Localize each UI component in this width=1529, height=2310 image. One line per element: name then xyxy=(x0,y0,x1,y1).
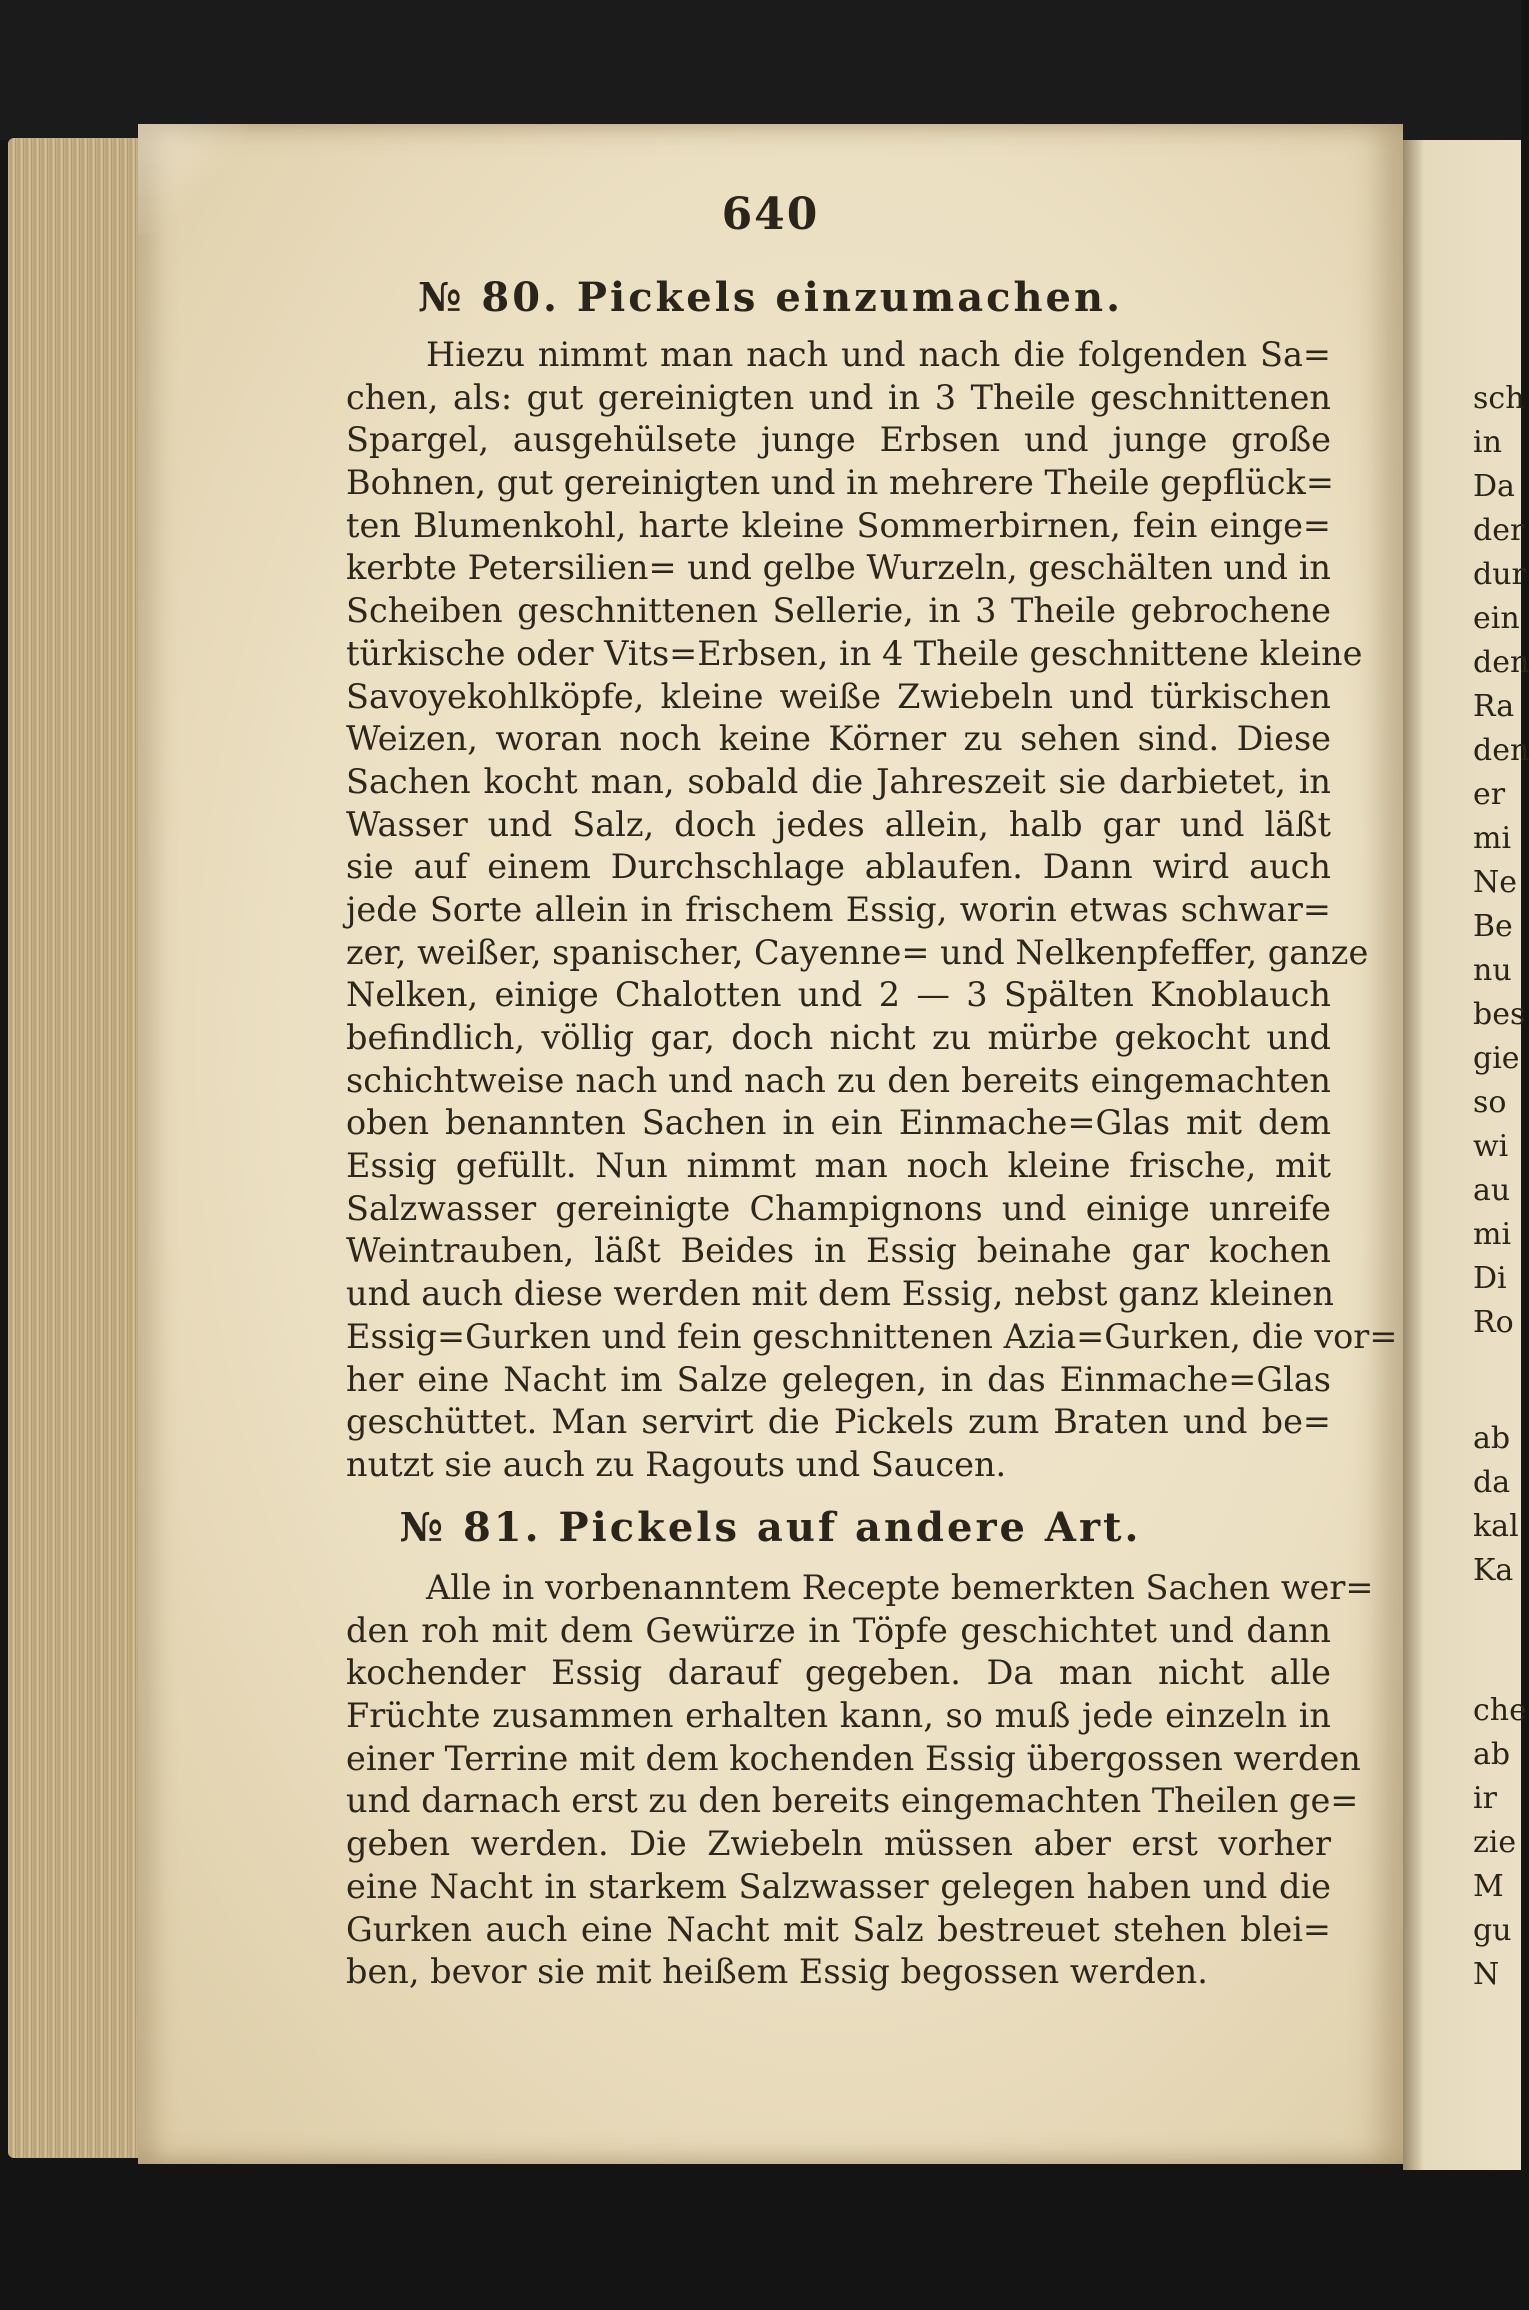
text-line: und auch diese werden mit dem Essig, nebst ganz kleinen xyxy=(346,1274,1334,1314)
text-line: Nelken, einige Chalotten und 2 — 3 Spälten Knoblauch xyxy=(346,975,1331,1015)
text-line: türkische oder Vits=Erbsen, in 4 Theile geschnittene kleine xyxy=(346,633,1363,673)
recipe-title: Pickels einzumachen. xyxy=(576,274,1124,321)
facing-fragment: che xyxy=(1473,1693,1527,1728)
text-line: chen, als: gut gereinigten und in 3 Theile geschnittenen xyxy=(346,377,1331,417)
facing-fragment: Ne xyxy=(1473,865,1518,900)
text-line: ten Blumenkohl, harte kleine Sommerbirnen, fein einge= xyxy=(346,505,1331,545)
text-line: sie auf einem Durchschlage ablaufen. Dann wird auch xyxy=(346,847,1331,887)
facing-fragment: den xyxy=(1473,645,1529,680)
text-line: Bohnen, gut gereinigten und in mehrere Theile gepflück= xyxy=(346,463,1334,503)
dark-backdrop xyxy=(0,0,1521,140)
recipe-heading xyxy=(138,274,1403,321)
text-line: kerbte Petersilien= und gelbe Wurzeln, geschälten und in xyxy=(346,548,1331,588)
book-page xyxy=(138,124,1403,2164)
facing-fragment: er xyxy=(1473,777,1506,812)
text-line: Sachen kocht man, sobald die Jahreszeit sie darbietet, in xyxy=(346,761,1331,801)
text-line: den roh mit dem Gewürze in Töpfe geschichtet und dann xyxy=(346,1610,1331,1650)
text-line: geben werden. Die Zwiebeln müssen aber erst vorher xyxy=(346,1824,1331,1864)
text-line: Gurken auch eine Nacht mit Salz bestreuet stehen blei= xyxy=(346,1909,1331,1949)
facing-fragment: da xyxy=(1473,1465,1511,1500)
facing-fragment: Be xyxy=(1473,909,1513,944)
text-line: ben, bevor sie mit heißem Essig begossen werden. xyxy=(346,1952,1208,1992)
facing-fragment: Ka xyxy=(1473,1553,1514,1588)
facing-fragment: Ra xyxy=(1473,689,1515,724)
text-line: zer, weißer, spanischer, Cayenne= und Nelkenpfeffer, ganze xyxy=(346,932,1369,972)
text-line: nutzt sie auch zu Ragouts und Saucen. xyxy=(346,1444,1007,1484)
text-line: einer Terrine mit dem kochenden Essig übergossen werden xyxy=(346,1738,1361,1778)
facing-fragment: gu xyxy=(1473,1913,1512,1948)
text-line: befindlich, völlig gar, doch nicht zu mürbe gekocht und xyxy=(346,1018,1331,1057)
text-line: oben benannten Sachen in ein Einmache=Glas mit dem xyxy=(346,1103,1331,1143)
facing-fragment: kal xyxy=(1473,1509,1519,1544)
text-line: Essig gefüllt. Nun nimmt man noch kleine frische, mit xyxy=(346,1146,1331,1186)
text-line: kochender Essig darauf gegeben. Da man nicht alle xyxy=(346,1653,1331,1693)
facing-page-edge xyxy=(1403,140,1529,2170)
facing-fragment: N xyxy=(1473,1957,1500,1992)
text-line: und darnach erst zu den bereits eingemachten Theilen ge= xyxy=(346,1781,1359,1821)
recipe-number: № 81. xyxy=(399,1504,542,1551)
text-line: Spargel, ausgehülsete junge Erbsen und junge große xyxy=(346,420,1331,460)
facing-fragment: ab xyxy=(1473,1421,1511,1456)
text-line: eine Nacht in starkem Salzwasser gelegen haben und die xyxy=(346,1866,1331,1906)
facing-fragment: den xyxy=(1473,733,1529,768)
recipe-body xyxy=(346,334,1398,1487)
book-page-block xyxy=(8,124,1408,2164)
text-line: jede Sorte allein in frischem Essig, worin etwas schwar= xyxy=(346,889,1331,929)
facing-fragment: au xyxy=(1473,1173,1511,1208)
text-line: Hiezu nimmt man nach und nach die folgenden Sa= xyxy=(426,335,1331,374)
text-line: Salzwasser gereinigte Champignons und einige unreife xyxy=(346,1188,1331,1228)
facing-fragment: wi xyxy=(1473,1129,1509,1164)
page-edges xyxy=(8,138,138,2158)
text-line: Savoyekohlköpfe, kleine weiße Zwiebeln und türkischen xyxy=(346,676,1331,716)
page-number: 640 xyxy=(721,189,820,240)
text-line: geschüttet. Man servirt die Pickels zum Braten und be= xyxy=(346,1402,1331,1442)
facing-fragment: bes xyxy=(1473,997,1526,1032)
recipe-title: Pickels auf andere Art. xyxy=(558,1504,1142,1551)
facing-fragment: Di xyxy=(1473,1261,1507,1296)
facing-fragment: ir xyxy=(1473,1781,1497,1816)
facing-fragment: dur xyxy=(1473,557,1526,592)
text-line: Früchte zusammen erhalten kann, so muß jede einzeln in xyxy=(346,1696,1331,1736)
page-corner-fold xyxy=(138,124,248,234)
facing-fragment: nu xyxy=(1473,953,1512,988)
text-line: her eine Nacht im Salze gelegen, in das Einmache=Glas xyxy=(346,1359,1331,1399)
facing-fragment: gie xyxy=(1473,1041,1520,1076)
recipe-number: № 80. xyxy=(417,274,560,321)
facing-fragment: ein xyxy=(1473,601,1520,636)
facing-fragment: sch xyxy=(1473,381,1525,416)
text-line: Weintrauben, läßt Beides in Essig beinahe gar kochen xyxy=(346,1231,1331,1271)
text-line: Scheiben geschnittenen Sellerie, in 3 Theile gebrochene xyxy=(346,591,1331,631)
text-line: schichtweise nach und nach zu den bereits eingemachten xyxy=(346,1060,1331,1100)
recipe-heading xyxy=(138,1504,1403,1551)
text-line: Alle in vorbenanntem Recepte bemerkten Sachen wer= xyxy=(426,1568,1374,1607)
facing-fragment: M xyxy=(1473,1869,1504,1904)
facing-fragment: Ro xyxy=(1473,1305,1514,1340)
facing-fragment: Da xyxy=(1473,469,1515,504)
recipe-body xyxy=(346,1567,1374,1994)
facing-fragment: der xyxy=(1473,513,1525,548)
facing-fragment: zie xyxy=(1473,1825,1517,1860)
text-line: Wasser und Salz, doch jedes allein, halb gar und läßt xyxy=(346,804,1331,844)
text-line: Essig=Gurken und fein geschnittenen Azia=Gurken, die vor= xyxy=(346,1316,1398,1356)
text-line: Weizen, woran noch keine Körner zu sehen sind. Diese xyxy=(346,719,1331,759)
facing-fragment: so xyxy=(1473,1085,1507,1120)
facing-fragment: mi xyxy=(1473,821,1512,856)
facing-fragment: mi xyxy=(1473,1217,1512,1252)
facing-fragment: in xyxy=(1473,425,1502,460)
facing-fragment: ab xyxy=(1473,1737,1511,1772)
